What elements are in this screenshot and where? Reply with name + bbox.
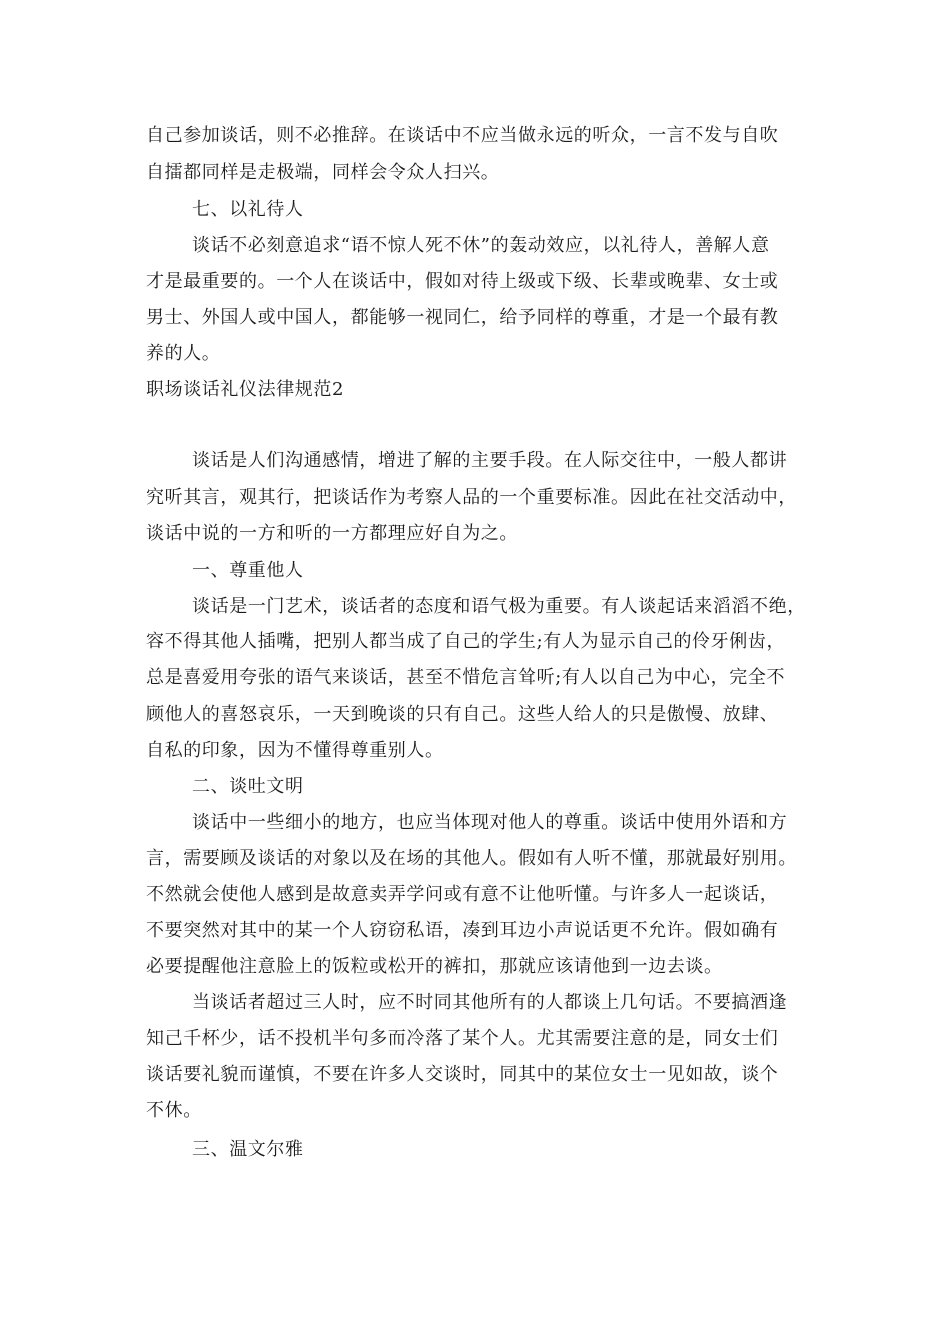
paragraph-line: 谈话中说的一方和听的一方都理应好自为之。: [146, 523, 518, 544]
paragraph-line: 谈话是一门艺术，谈话者的态度和语气极为重要。有人谈起话来滔滔不绝，: [192, 596, 806, 617]
section-heading-3: 三、温文尔雅: [192, 1139, 304, 1160]
paragraph-line: 谈话要礼貌而谨慎，不要在许多人交谈时，同其中的某位女士一见如故，谈个: [146, 1064, 779, 1085]
paragraph-line: 究听其言，观其行，把谈话作为考察人品的一个重要标准。因此在社交活动中，: [146, 487, 797, 508]
paragraph-line: 不然就会使他人感到是故意卖弄学问或有意不让他听懂。与许多人一起谈话，: [146, 884, 779, 905]
paragraph-line: 谈话是人们沟通感情，增进了解的主要手段。在人际交往中，一般人都讲: [192, 450, 788, 471]
paragraph-line: 不要突然对其中的某一个人窃窃私语，凑到耳边小声说话更不允许。假如确有: [146, 920, 779, 941]
paragraph-line: 养的人。: [146, 343, 221, 364]
paragraph-line: 自己参加谈话，则不必推辞。在谈话中不应当做永远的听众，一言不发与自吹: [146, 125, 779, 146]
paragraph-line: 谈话不必刻意追求“语不惊人死不休”的轰动效应，以礼待人，善解人意: [192, 235, 770, 256]
paragraph-line: 当谈话者超过三人时，应不时同其他所有的人都谈上几句话。不要搞酒逢: [192, 992, 788, 1013]
paragraph-line: 自私的印象，因为不懂得尊重别人。: [146, 740, 444, 761]
paragraph-line: 必要提醒他注意脸上的饭粒或松开的裤扣，那就应该请他到一边去谈。: [146, 956, 723, 977]
paragraph-line: 总是喜爱用夸张的语气来谈话，甚至不惜危言耸听;有人以自己为中心，完全不: [146, 667, 786, 688]
document-title: 职场谈话礼仪法律规范2: [146, 379, 345, 400]
paragraph-line: 男士、外国人或中国人，都能够一视同仁，给予同样的尊重，才是一个最有教: [146, 307, 779, 328]
paragraph-line: 谈话中一些细小的地方，也应当体现对他人的尊重。谈话中使用外语和方: [192, 812, 788, 833]
section-heading-1: 一、尊重他人: [192, 560, 304, 581]
section-heading-2: 二、谈吐文明: [192, 776, 304, 797]
paragraph-line: 知己千杯少，话不投机半句多而冷落了某个人。尤其需要注意的是，同女士们: [146, 1028, 779, 1049]
paragraph-line: 顾他人的喜怒哀乐，一天到晚谈的只有自己。这些人给人的只是傲慢、放肆、: [146, 704, 779, 725]
paragraph-line: 才是最重要的。一个人在谈话中，假如对待上级或下级、长辈或晚辈、女士或: [146, 271, 779, 292]
paragraph-line: 自擂都同样是走极端，同样会令众人扫兴。: [146, 162, 500, 183]
paragraph-line: 言，需要顾及谈话的对象以及在场的其他人。假如有人听不懂，那就最好别用。: [146, 848, 797, 869]
paragraph-line: 不休。: [146, 1100, 202, 1121]
section-heading-7: 七、以礼待人: [192, 199, 304, 220]
paragraph-line: 容不得其他人插嘴，把别人都当成了自己的学生;有人为显示自己的伶牙俐齿，: [146, 631, 786, 652]
